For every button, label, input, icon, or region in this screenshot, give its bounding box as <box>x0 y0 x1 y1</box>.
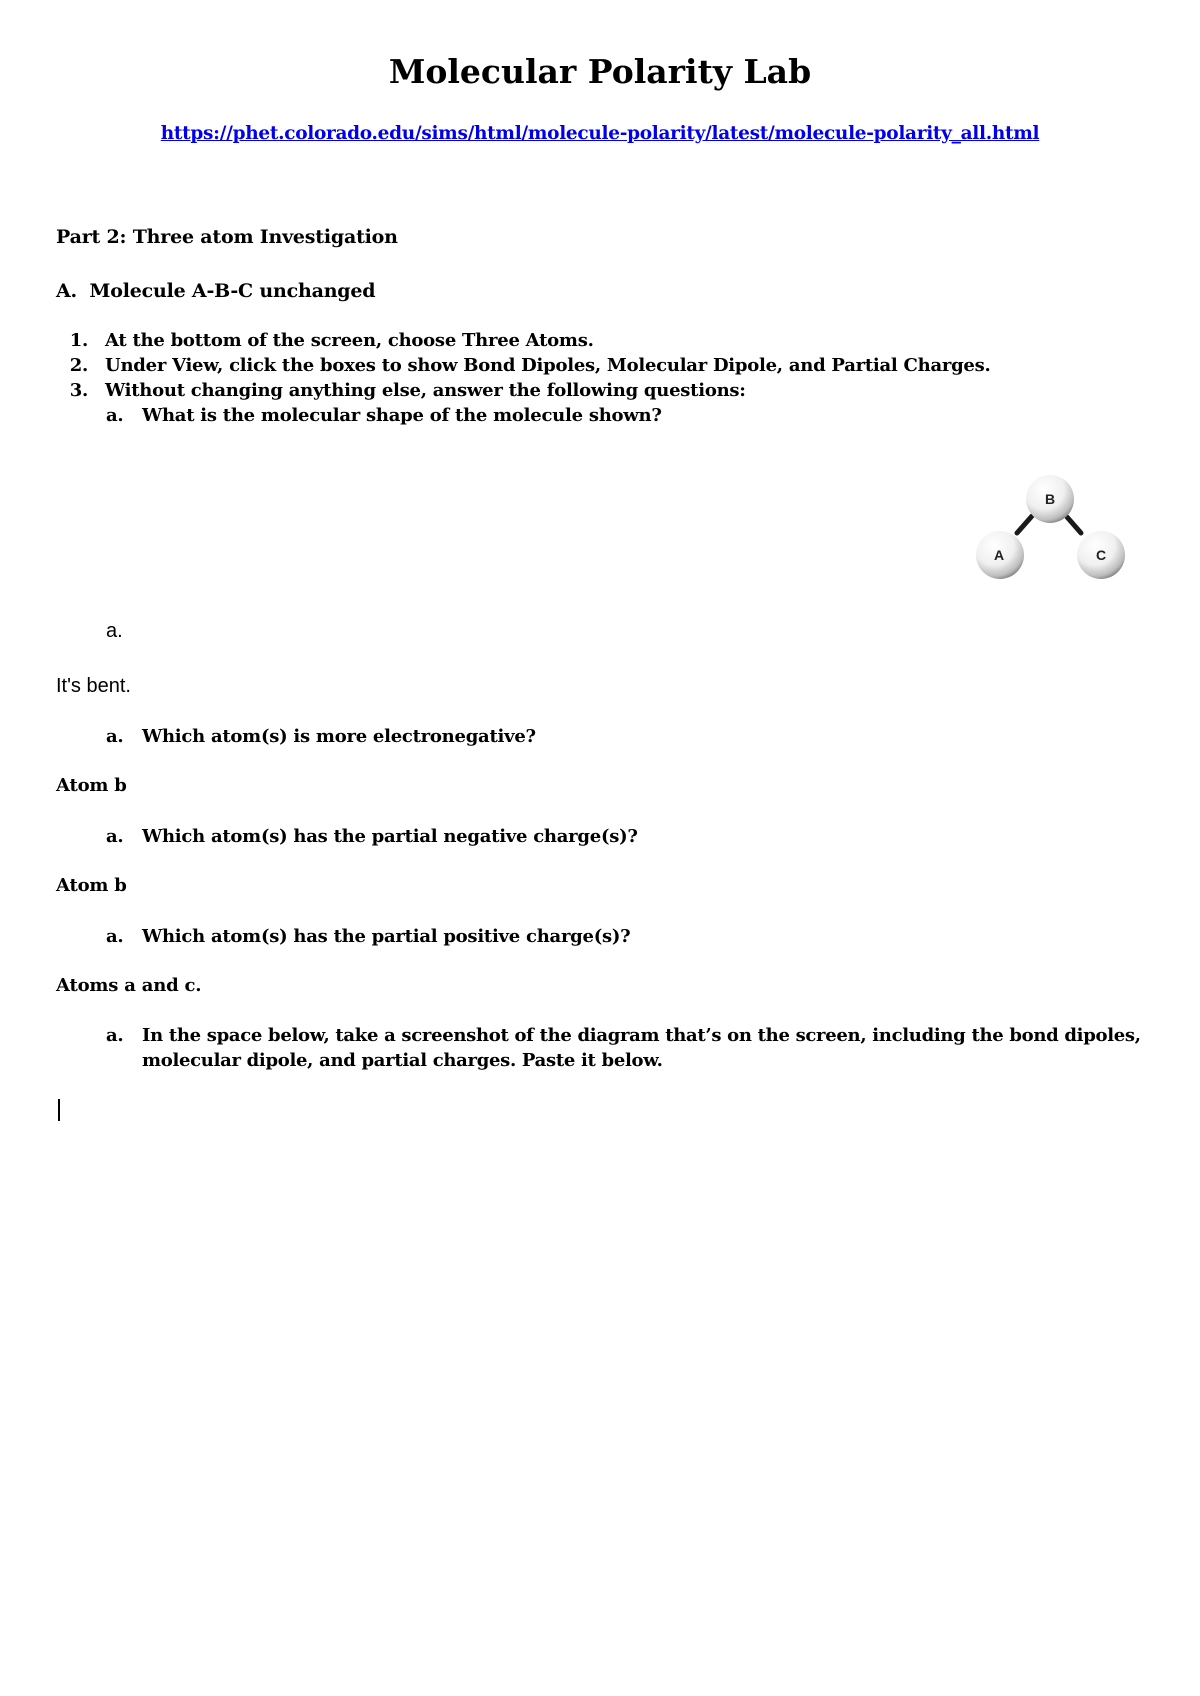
answer-text: Atoms a and c. <box>56 975 202 996</box>
step-number: 2. <box>69 355 88 376</box>
question-letter: a. <box>106 826 124 847</box>
section-letter: A. <box>56 280 77 302</box>
answer-letter: a. <box>106 620 123 642</box>
answer-text: Atom b <box>56 775 127 796</box>
part-heading: Part 2: Three atom Investigation <box>56 226 398 248</box>
step-text: At the bottom of the screen, choose Three Atoms. <box>105 330 594 351</box>
section-title: Molecule A-B-C unchanged <box>89 280 376 302</box>
question-letter: a. <box>106 1025 124 1046</box>
page-title: Molecular Polarity Lab <box>388 52 812 91</box>
question-text-line1: In the space below, take a screenshot of the diagram that’s on the screen, including the bond dipoles, <box>142 1025 1141 1046</box>
section-heading <box>56 280 375 302</box>
step-number: 1. <box>69 330 88 351</box>
question-text: What is the molecular shape of the molecule shown? <box>142 405 662 426</box>
bond-b-c <box>1067 517 1081 533</box>
atom-b-label: B <box>1044 491 1056 507</box>
answer-text: Atom b <box>56 875 127 896</box>
phet-link[interactable]: https://phet.colorado.edu/sims/html/molecule-polarity/latest/molecule-polarity_all.html <box>160 123 1040 144</box>
shape-answer: It's bent. <box>56 675 131 697</box>
question-text: Which atom(s) has the partial positive charge(s)? <box>142 926 631 947</box>
question-letter: a. <box>106 405 124 426</box>
step-number: 3. <box>69 380 88 401</box>
bent-molecule-diagram <box>975 470 1135 590</box>
question-text: Which atom(s) has the partial negative charge(s)? <box>142 826 638 847</box>
question-text-line2: molecular dipole, and partial charges. Paste it below. <box>142 1050 663 1071</box>
question-text: Which atom(s) is more electronegative? <box>142 726 536 747</box>
step-text: Without changing anything else, answer the following questions: <box>105 380 746 401</box>
question-letter: a. <box>106 726 124 747</box>
atom-c-label: C <box>1095 547 1107 563</box>
text-cursor[interactable] <box>58 1099 60 1121</box>
step-text: Under View, click the boxes to show Bond Dipoles, Molecular Dipole, and Partial Charges. <box>105 355 991 376</box>
question-letter: a. <box>106 926 124 947</box>
atom-a-label: A <box>993 547 1005 563</box>
bond-a-b <box>1017 516 1032 533</box>
